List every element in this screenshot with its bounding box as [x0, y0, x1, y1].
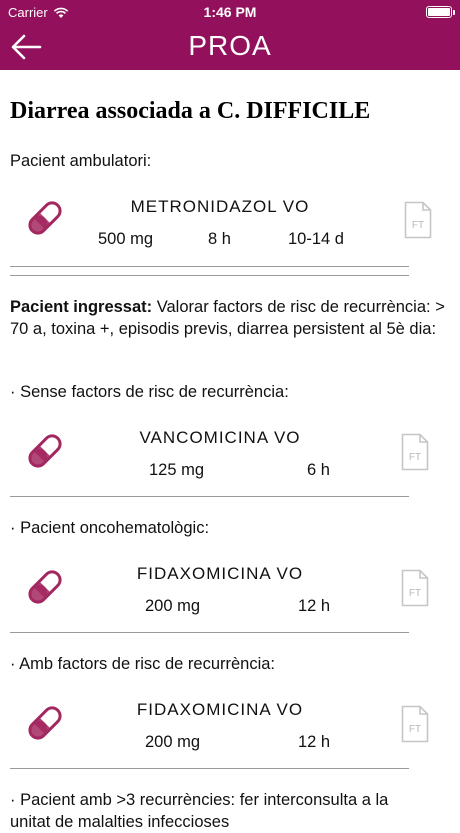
drug-dose: 200 mg	[145, 733, 201, 751]
status-time: 1:46 PM	[203, 4, 257, 20]
svg-text:FT: FT	[411, 220, 425, 231]
divider	[10, 266, 409, 267]
page-title: Diarrea associada a C. DIFFICILE	[10, 98, 371, 124]
drug-card-metronidazol[interactable]	[10, 185, 425, 265]
drug-interval: 8 h	[208, 230, 231, 248]
drug-name: VANCOMICINA VO	[139, 428, 301, 447]
risk-label: · Amb factors de risc de recurrència:	[10, 655, 276, 673]
battery-icon	[426, 6, 452, 18]
recurrence-note-line: · Pacient amb >3 recurrències: fer interconsulta a la	[10, 791, 389, 809]
divider	[10, 496, 409, 497]
drug-duration: 10-14 d	[288, 230, 344, 248]
recurrence-note	[10, 789, 450, 833]
inpatient-text: Valorar factors de risc de recurrència: > 70 a, toxina +, episodis previs, diarrea persistent al 5è dia:	[10, 298, 445, 338]
drug-card-fidaxomicina[interactable]	[10, 690, 422, 765]
drug-name: METRONIDAZOL VO	[130, 197, 310, 216]
recurrence-note-line: unitat de malalties infeccioses	[10, 813, 230, 831]
inpatient-criteria	[10, 296, 450, 340]
drug-dose: 125 mg	[149, 461, 205, 479]
svg-text:FT: FT	[408, 452, 422, 463]
drug-interval: 12 h	[298, 597, 331, 615]
drug-name: FIDAXOMICINA VO	[136, 700, 304, 719]
no-risk-label: · Sense factors de risc de recurrència:	[10, 383, 289, 401]
carrier-label: Carrier	[8, 5, 48, 20]
svg-text:FT: FT	[408, 724, 422, 735]
inpatient-label: Pacient ingressat:	[10, 298, 153, 316]
divider	[10, 275, 409, 276]
drug-card-fidaxomicina[interactable]	[10, 554, 422, 629]
status-bar	[0, 0, 460, 24]
app-header	[0, 0, 460, 70]
svg-text:FT: FT	[408, 588, 422, 599]
technical-sheet-icon[interactable]	[401, 705, 429, 743]
drug-dose: 500 mg	[98, 230, 154, 248]
technical-sheet-icon[interactable]	[401, 569, 429, 607]
technical-sheet-icon[interactable]	[401, 433, 429, 471]
divider	[10, 632, 409, 633]
drug-dose: 200 mg	[145, 597, 201, 615]
drug-card-vancomicina[interactable]	[10, 418, 422, 493]
technical-sheet-icon[interactable]	[404, 201, 432, 239]
divider	[10, 768, 409, 769]
outpatient-label: Pacient ambulatori:	[10, 152, 152, 170]
onco-label: · Pacient oncohematològic:	[10, 519, 210, 537]
drug-interval: 6 h	[307, 461, 330, 479]
nav-bar	[0, 24, 460, 70]
drug-name: FIDAXOMICINA VO	[136, 564, 304, 583]
drug-interval: 12 h	[298, 733, 331, 751]
page-header-title: PROA	[188, 30, 272, 61]
